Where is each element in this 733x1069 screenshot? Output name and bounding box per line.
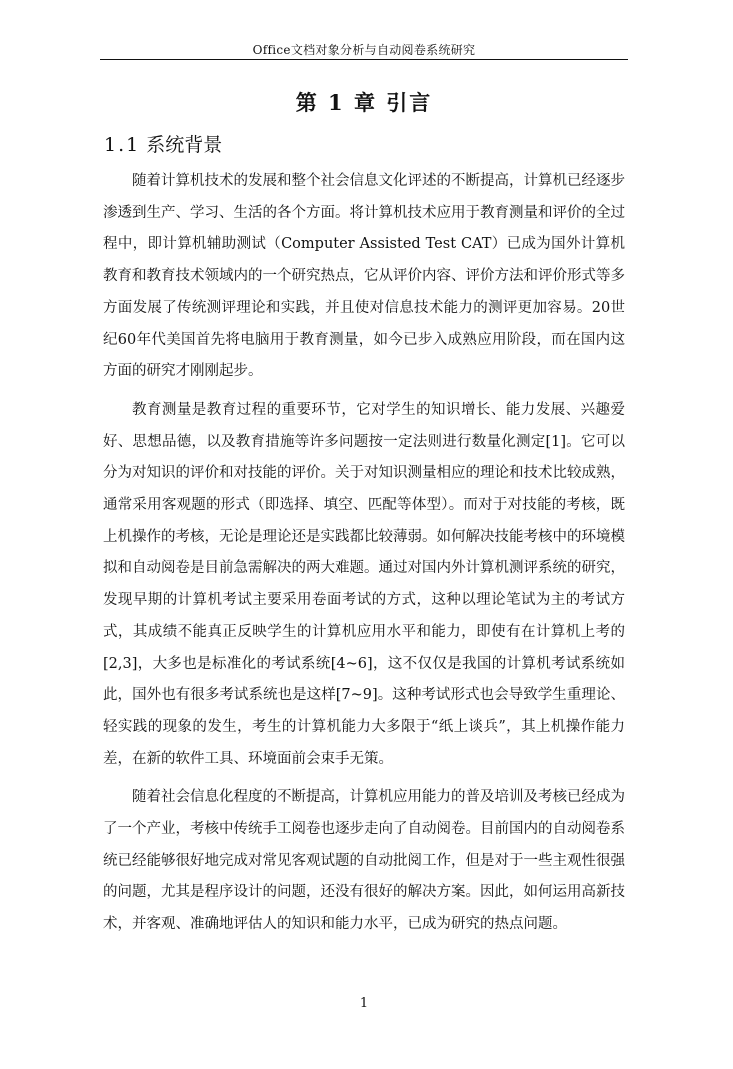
section-heading <box>104 130 222 157</box>
chapter-title: 第 1 章 引言 <box>295 90 433 115</box>
header-rule <box>100 59 628 60</box>
body-text <box>103 166 625 948</box>
running-header: Office文档对象分析与自动阅卷系统研究 <box>252 43 476 57</box>
paragraph: 随着社会信息化程度的不断提高，计算机应用能力的普及培训及考核已经成为了一个产业，考核中传统手工阅卷也逐步走向了自动阅卷。目前国内的自动阅卷系统已经能够很好地完成对常见客观试题的自动批阅工作，但是对于一些主观性很强的问题，尤其是程序设计的问题，还没有很好的解决方案。因此，如何运用高新技术，并客观、准确地评估人的知识和能力水平，已成为研究的热点问题。 <box>103 789 625 933</box>
paragraph: 教育测量是教育过程的重要环节，它对学生的知识增长、能力发展、兴趣爱好、思想品德，以及教育措施等许多问题按一定法则进行数量化测定[1]。它可以分为对知识的评价和对技能的评价。关于对知识测量相应的理论和技术比较成熟，通常采用客观题的形式（即选择、填空、匹配等体型）。而对于对技能的考核，既上机操作的考核，无论是理论还是实践都比较薄弱。如何解决技能考核中的环境模拟和自动阅卷是目前急需解决的两大难题。通过对国内外计算机测评系统的研究，发现早期的计算机考试主要采用卷面考试的方式，这种以理论笔试为主的考试方式，其成绩不能真正反映学生的计算机应用水平和能力，即使有在计算机上考的[2,3]，大多也是标准化的考试系统[4~6]，这不仅仅是我国的计算机考试系统如此，国外也有很多考试系统也是这样[7~9]。这种考试形式也会导致学生重理论、轻实践的现象的发生，考生的计算机能力大多限于“纸上谈兵”，其上机操作能力差，在新的软件工具、环境面前会束手无策。 <box>103 401 625 767</box>
paragraph: 随着计算机技术的发展和整个社会信息文化评述的不断提高，计算机已经逐步渗透到生产、学习、生活的各个方面。将计算机技术应用于教育测量和评价的全过程中，即计算机辅助测试（Computer Assisted Test CAT）已成为国外计算机教育和教育技术领域内的一个研究热点，它从评价内容、评价方法和评价形式等多方面发展了传统测评理论和实践，并且使对信息技术能力的测评更加容易。20世纪60年代美国首先将电脑用于教育测量，如今已步入成熟应用阶段，而在国内这方面的研究才刚刚起步。 <box>103 173 625 380</box>
page-number: 1 <box>359 996 369 1011</box>
section-title: 系统背景 <box>146 134 223 156</box>
section-number: 1.1 <box>104 134 141 156</box>
